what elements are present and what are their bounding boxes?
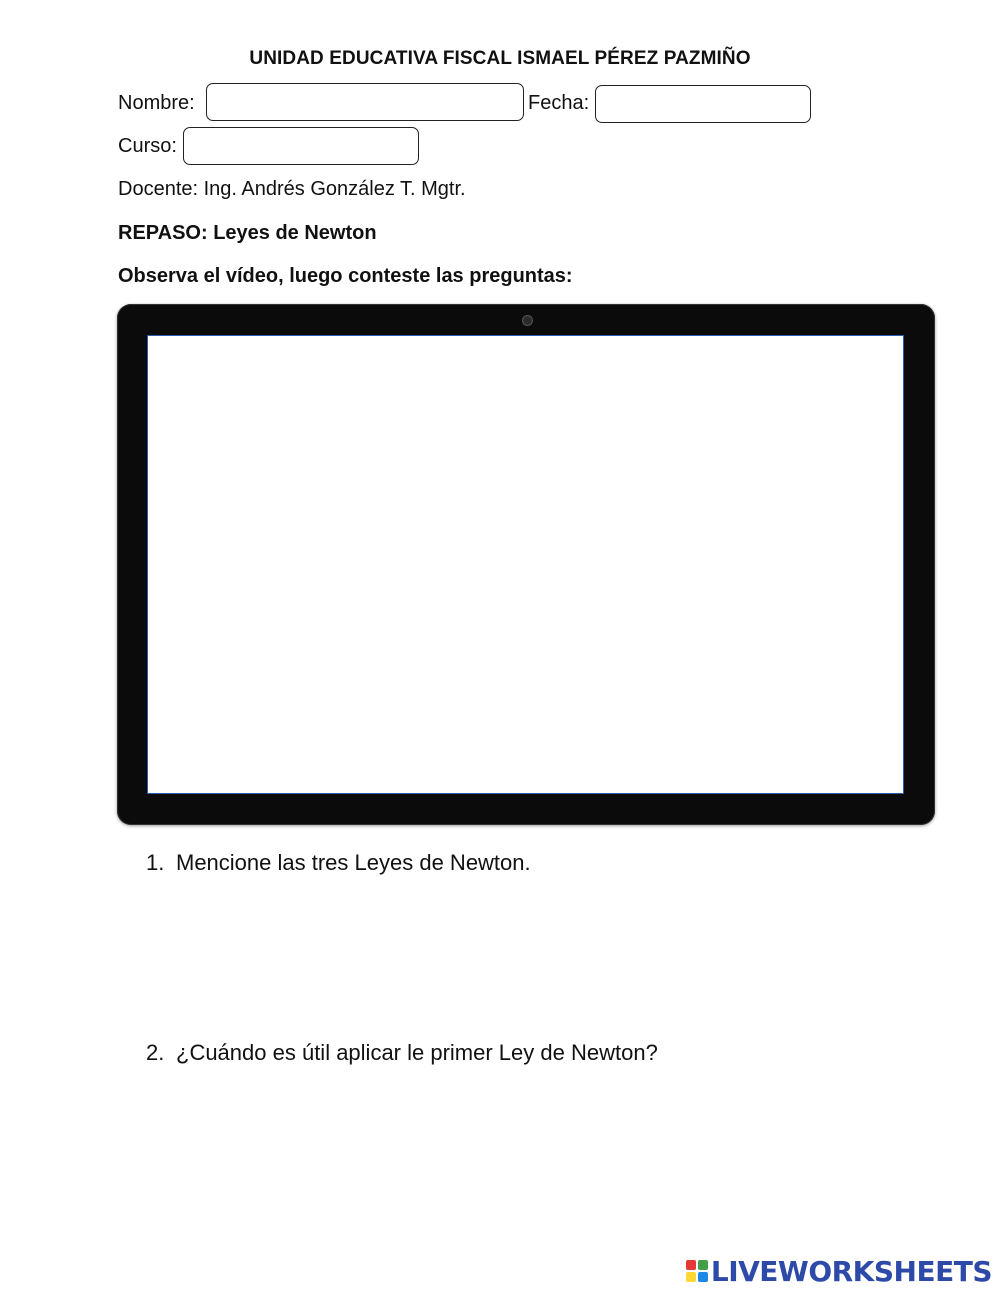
course-label: Curso: xyxy=(118,135,177,157)
school-title: UNIDAD EDUCATIVA FISCAL ISMAEL PÉREZ PAZMIÑO xyxy=(249,48,751,69)
question-1 xyxy=(146,850,531,876)
date-label: Fecha: xyxy=(528,92,590,114)
video-tablet-frame xyxy=(117,304,935,825)
section-title: REPASO: Leyes de Newton xyxy=(118,222,377,244)
instruction-text: Observa el vídeo, luego conteste las preguntas: xyxy=(118,265,573,287)
logo-text: LIVEWORKSHEETS xyxy=(710,1254,992,1288)
teacher-line: Docente: Ing. Andrés González T. Mgtr. xyxy=(118,178,466,200)
question-number: 2. xyxy=(146,1040,165,1065)
question-2 xyxy=(146,1040,658,1066)
answer-area-1[interactable] xyxy=(170,890,930,1010)
name-field[interactable] xyxy=(206,83,524,121)
question-number: 1. xyxy=(146,850,165,875)
answer-area-2[interactable] xyxy=(170,1080,930,1220)
camera-dot-icon xyxy=(522,315,533,326)
date-field[interactable] xyxy=(595,85,811,123)
question-text: Mencione las tres Leyes de Newton. xyxy=(176,850,531,875)
logo-badge-icon xyxy=(686,1260,708,1282)
course-field[interactable] xyxy=(183,127,419,165)
name-label: Nombre: xyxy=(118,92,195,114)
video-player-area[interactable] xyxy=(147,335,904,794)
question-text: ¿Cuándo es útil aplicar le primer Ley de Newton? xyxy=(176,1040,658,1065)
liveworksheets-logo xyxy=(686,1254,992,1288)
